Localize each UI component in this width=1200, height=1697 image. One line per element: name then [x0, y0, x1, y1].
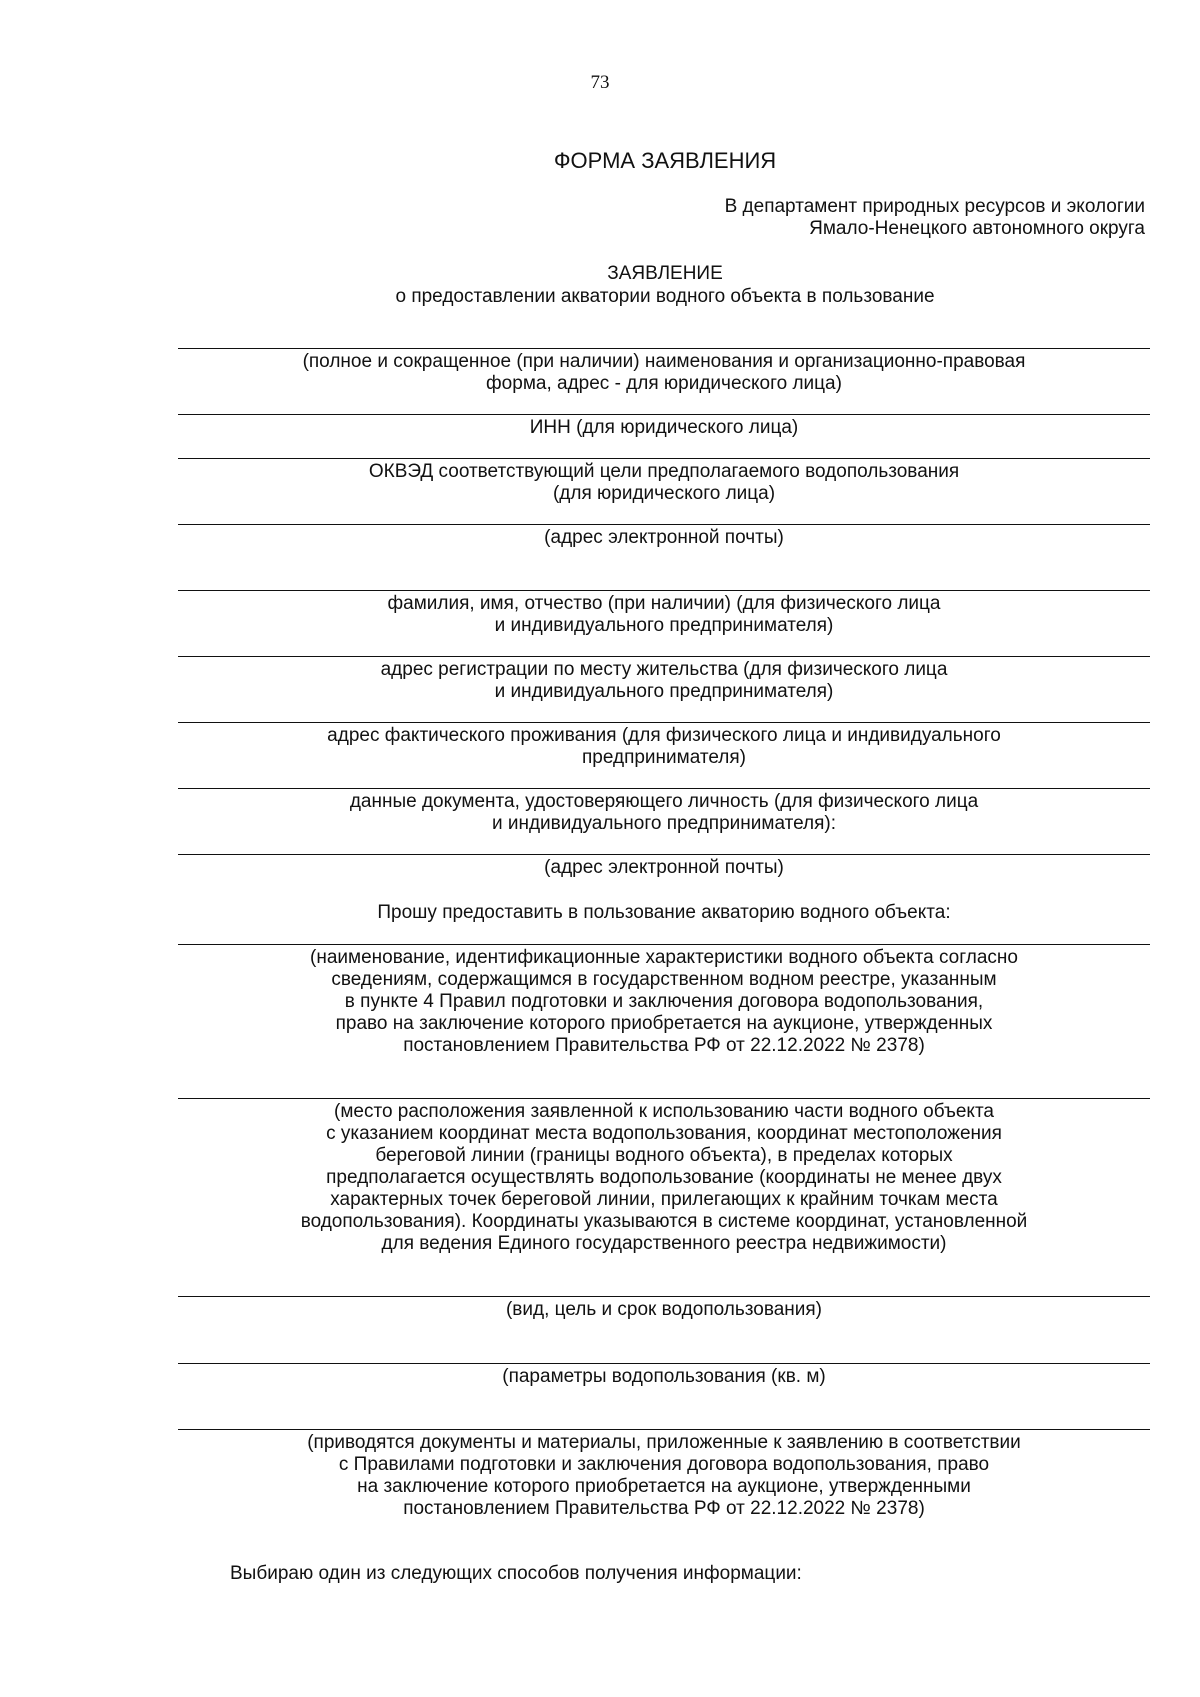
caption-line: и индивидуального предпринимателя) — [494, 615, 834, 636]
fill-line-identity-document[interactable] — [178, 788, 1150, 789]
caption-full-name — [178, 593, 1150, 637]
closing-text: Выбираю один из следующих способов получения информации: — [230, 1563, 802, 1584]
caption-line: данные документа, удостоверяющего личность (для физического лица — [349, 791, 979, 812]
fill-line-usage-type[interactable] — [178, 1296, 1150, 1297]
caption-water-object — [178, 947, 1150, 1057]
caption-line: постановлением Правительства РФ от 22.12.2022 № 2378) — [403, 1035, 925, 1056]
caption-email-individual — [178, 857, 1150, 879]
addressee-line: Ямало-Ненецкого автономного округа — [809, 218, 1145, 239]
request-text: Прошу предоставить в пользование акваторию водного объекта: — [377, 902, 951, 923]
caption-location — [178, 1101, 1150, 1255]
caption-line: предпринимателя) — [581, 747, 746, 768]
caption-inn — [178, 417, 1150, 439]
caption-line: (место расположения заявленной к использованию части водного объекта — [334, 1101, 994, 1122]
caption-line: форма, адрес - для юридического лица) — [486, 373, 842, 394]
caption-line: адрес фактического проживания (для физического лица и индивидуального — [327, 725, 1001, 746]
caption-line: с Правилами подготовки и заключения договора водопользования, право — [338, 1454, 990, 1475]
caption-line: на заключение которого приобретается на аукционе, утвержденными — [357, 1476, 971, 1497]
fill-line-usage-parameters[interactable] — [178, 1363, 1150, 1364]
caption-attached-documents — [178, 1432, 1150, 1520]
caption-email-legal — [178, 527, 1150, 549]
caption-line: ОКВЭД соответствующий цели предполагаемого водопользования — [368, 461, 960, 482]
caption-registration-address — [178, 659, 1150, 703]
fill-line-registration-address[interactable] — [178, 656, 1150, 657]
caption-line: (полное и сокращенное (при наличии) наименования и организационно-правовая — [302, 351, 1026, 372]
caption-line: (адрес электронной почты) — [544, 527, 784, 548]
form-title: ФОРМА ЗАЯВЛЕНИЯ — [553, 148, 777, 173]
caption-okved — [178, 461, 1150, 505]
fill-line-okved[interactable] — [178, 458, 1150, 459]
caption-line: адрес регистрации по месту жительства (для физического лица — [380, 659, 948, 680]
caption-line: в пункте 4 Правил подготовки и заключения договора водопользования, — [344, 991, 984, 1012]
caption-line: и индивидуального предпринимателя): — [491, 813, 837, 834]
fill-line-email-individual[interactable] — [178, 854, 1150, 855]
fill-line-location[interactable] — [178, 1098, 1150, 1099]
caption-line: и индивидуального предпринимателя) — [494, 681, 834, 702]
fill-line-attached-documents[interactable] — [178, 1429, 1150, 1430]
caption-line: сведениям, содержащимся в государственном водном реестре, указанным — [331, 969, 997, 990]
page-number: 73 — [590, 72, 610, 93]
heading-subtitle: о предоставлении акватории водного объекта в пользование — [395, 286, 935, 307]
caption-line: с указанием координат места водопользования, координат местоположения — [326, 1123, 1002, 1144]
caption-usage-type — [178, 1299, 1150, 1321]
caption-line: водопользования). Координаты указываются в системе координат, установленной — [300, 1211, 1028, 1232]
caption-line: (приводятся документы и материалы, приложенные к заявлению в соответствии — [307, 1432, 1021, 1453]
caption-line: фамилия, имя, отчество (при наличии) (для физического лица — [387, 593, 941, 614]
caption-line: (наименование, идентификационные характеристики водного объекта согласно — [310, 947, 1018, 968]
fill-line-inn[interactable] — [178, 414, 1150, 415]
caption-org-name — [178, 351, 1150, 395]
caption-line: право на заключение которого приобретается на аукционе, утвержденных — [335, 1013, 993, 1034]
fill-line-actual-address[interactable] — [178, 722, 1150, 723]
caption-identity-document — [178, 791, 1150, 835]
caption-line: для ведения Единого государственного реестра недвижимости) — [381, 1233, 947, 1254]
caption-usage-parameters — [178, 1366, 1150, 1388]
heading-title: ЗАЯВЛЕНИЕ — [607, 263, 723, 284]
fill-line-water-object[interactable] — [178, 944, 1150, 945]
fill-line-full-name[interactable] — [178, 590, 1150, 591]
addressee-line: В департамент природных ресурсов и экологии — [724, 196, 1145, 217]
caption-line: ИНН (для юридического лица) — [529, 417, 799, 438]
caption-line: (для юридического лица) — [552, 483, 776, 504]
caption-line: постановлением Правительства РФ от 22.12.2022 № 2378) — [403, 1498, 925, 1519]
caption-line: береговой линии (границы водного объекта), в пределах которых — [375, 1145, 953, 1166]
caption-line: предполагается осуществлять водопользование (координаты не менее двух — [326, 1167, 1002, 1188]
addressee-block — [725, 196, 1145, 240]
document-heading — [0, 262, 1200, 308]
fill-line-org-name[interactable] — [178, 348, 1150, 349]
caption-line: (параметры водопользования (кв. м) — [502, 1366, 826, 1387]
caption-line: (адрес электронной почты) — [544, 857, 784, 878]
fill-line-email-legal[interactable] — [178, 524, 1150, 525]
caption-line: (вид, цель и срок водопользования) — [505, 1299, 822, 1320]
caption-line: характерных точек береговой линии, прилегающих к крайним точкам места — [330, 1189, 998, 1210]
caption-actual-address — [178, 725, 1150, 769]
